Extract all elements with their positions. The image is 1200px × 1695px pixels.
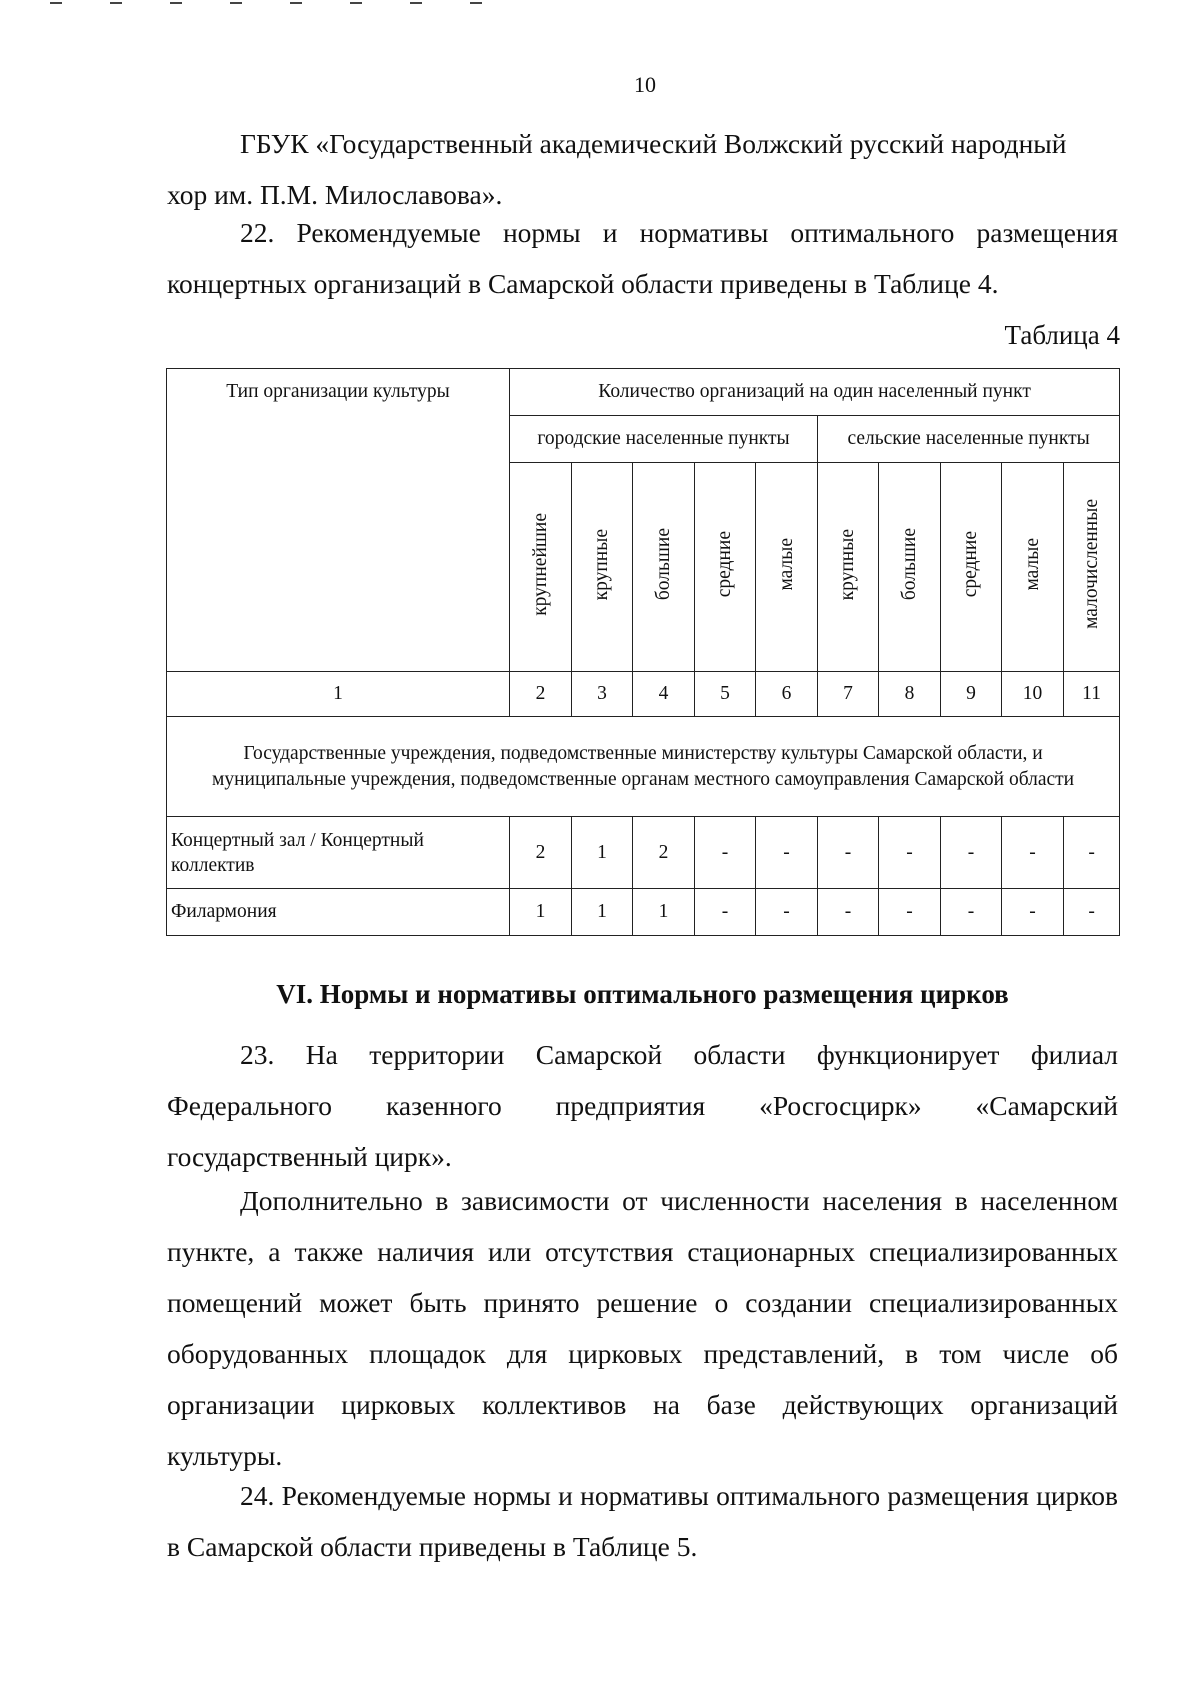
- header-text: большие: [898, 528, 920, 601]
- table-cell: -: [1064, 817, 1120, 889]
- table-cell: -: [1002, 817, 1064, 889]
- intro-line-2: хор им. П.М. Милославова».: [167, 179, 503, 210]
- paragraph-additional-text: Дополнительно в зависимости от численности населения в населенном пункте, а также наличия или отсутствия стационарных специализированных помещений может быть принято решение о создании специализированных оборудованных площадок для цирковых представлений, в том числе об организации цирковых коллективов на базе действующих организаций культуры.: [167, 1185, 1118, 1471]
- table-cell: -: [695, 888, 756, 935]
- col-number: 3: [572, 672, 633, 717]
- table-section-title: Государственные учреждения, подведомственные министерству культуры Самарской области, и муниципальные учреждения, подведомственные органам местного самоуправления Самарской области: [167, 717, 1120, 817]
- header-text: крупнейшие: [529, 512, 551, 616]
- paragraph-22-text: 22. Рекомендуемые нормы и нормативы оптимального размещения концертных организаций в Самарской области приведены в Таблице 4.: [167, 217, 1118, 299]
- header-text: средние: [960, 531, 981, 598]
- table-row: [167, 888, 1120, 935]
- col-number: 6: [756, 672, 818, 717]
- header-rural-small: [1002, 462, 1064, 671]
- paragraph-22: [167, 207, 1118, 309]
- header-rural-large: [818, 462, 879, 671]
- table-cell: 1: [572, 817, 633, 889]
- table-cell: -: [879, 888, 941, 935]
- header-text: малочисленные: [1080, 499, 1102, 630]
- table-cell: -: [1064, 888, 1120, 935]
- paragraph-24-text: 24. Рекомендуемые нормы и нормативы оптимального размещения цирков в Самарской области приведены в Таблице 5.: [167, 1480, 1118, 1562]
- header-rural-tiny: [1064, 462, 1120, 671]
- header-rural-big: [879, 462, 941, 671]
- table-cell: 1: [572, 888, 633, 935]
- header-rural-medium: [941, 462, 1002, 671]
- page-number: 10: [634, 72, 656, 97]
- table-cell: 1: [633, 888, 695, 935]
- col-number: 1: [167, 672, 510, 717]
- table-cell: 2: [510, 817, 572, 889]
- col-number: 10: [1002, 672, 1064, 717]
- intro-line-1: ГБУК «Государственный академический Волжский русский народный: [240, 128, 1067, 159]
- header-text: малые: [1021, 537, 1043, 591]
- paragraph-23: [167, 1029, 1118, 1182]
- col-number: 8: [879, 672, 941, 717]
- table-row: [167, 817, 1120, 889]
- col-number: 5: [695, 672, 756, 717]
- column-number-row: [167, 672, 1120, 717]
- col-number: 7: [818, 672, 879, 717]
- section-6-heading: VI. Нормы и нормативы оптимального размещения цирков: [276, 979, 1009, 1009]
- row-label: Концертный зал / Концертный коллектив: [167, 817, 510, 889]
- header-count: Количество организаций на один населенный пункт: [510, 369, 1120, 416]
- header-urban: городские населенные пункты: [510, 415, 818, 462]
- header-text: средние: [714, 531, 735, 598]
- table-4: [166, 368, 1120, 936]
- paragraph-24: [167, 1470, 1118, 1572]
- scan-edge-dashes: [40, 0, 500, 8]
- col-number: 11: [1064, 672, 1120, 717]
- table-cell: -: [879, 817, 941, 889]
- header-text: крупные: [591, 528, 612, 600]
- table-cell: -: [941, 817, 1002, 889]
- header-rural: сельские населенные пункты: [818, 415, 1120, 462]
- header-urban-small: [756, 462, 818, 671]
- table-cell: -: [1002, 888, 1064, 935]
- table-4-caption: Таблица 4: [1004, 320, 1120, 350]
- table-cell: -: [818, 888, 879, 935]
- col-number: 4: [633, 672, 695, 717]
- table-cell: -: [695, 817, 756, 889]
- header-text: крупные: [837, 528, 858, 600]
- table-cell: -: [818, 817, 879, 889]
- paragraph-23-text: 23. На территории Самарской области функционирует филиал Федерального казенного предприятия «Росгосцирк» «Самарский государственный цирк».: [167, 1039, 1118, 1172]
- header-urban-large: [572, 462, 633, 671]
- header-urban-big: [633, 462, 695, 671]
- header-text: малые: [775, 537, 797, 591]
- col-number: 9: [941, 672, 1002, 717]
- table-cell: -: [941, 888, 1002, 935]
- intro-paragraph: [167, 118, 1118, 220]
- table-cell: 2: [633, 817, 695, 889]
- header-text: большие: [652, 528, 674, 601]
- row-label: Филармония: [167, 888, 510, 935]
- table-cell: -: [756, 817, 818, 889]
- paragraph-additional: [167, 1175, 1118, 1481]
- table-cell: 1: [510, 888, 572, 935]
- header-org-type: Тип организации культуры: [167, 369, 510, 672]
- table-cell: -: [756, 888, 818, 935]
- header-urban-medium: [695, 462, 756, 671]
- col-number: 2: [510, 672, 572, 717]
- header-urban-largest: [510, 462, 572, 671]
